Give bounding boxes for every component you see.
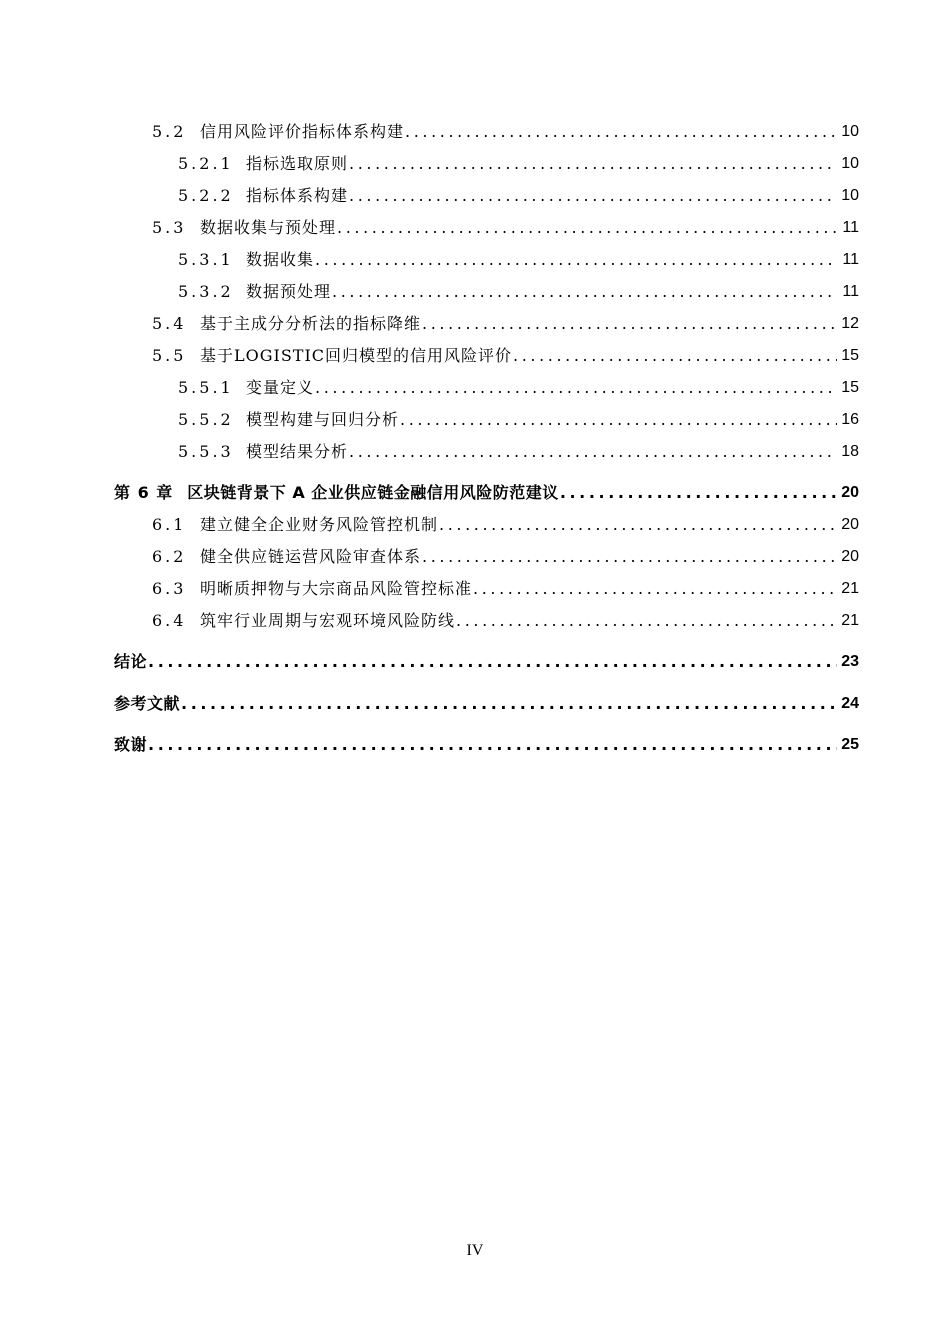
- toc-leader-dots: [422, 549, 837, 565]
- toc-entry-title: 变量定义: [246, 378, 315, 397]
- toc-entry-page: 12: [841, 315, 859, 332]
- toc-entry-page: 11: [842, 283, 859, 300]
- toc-entry-title: 健全供应链运营风险审查体系: [200, 547, 422, 566]
- toc-entry-title: 基于主成分分析法的指标降维: [200, 314, 422, 333]
- toc-entry-number: 5.5: [152, 346, 187, 365]
- toc-entry[interactable]: [178, 276, 859, 308]
- toc-entry-page: 15: [841, 347, 859, 364]
- toc-entry[interactable]: [178, 180, 859, 212]
- toc-leader-dots: [332, 284, 837, 300]
- toc-entry[interactable]: [152, 340, 859, 372]
- toc-entry-page: 11: [842, 251, 859, 268]
- toc-entry-title: 建立健全企业财务风险管控机制: [200, 515, 439, 534]
- toc-entry[interactable]: [152, 573, 859, 605]
- toc-entry-number: 5.2.2: [178, 186, 234, 205]
- toc-entry[interactable]: [178, 436, 859, 468]
- toc-entry-title: 模型结果分析: [246, 442, 349, 461]
- toc-leader-dots: [405, 124, 837, 140]
- toc-leader-dots: [315, 252, 837, 268]
- toc-entry-page: 10: [841, 123, 859, 140]
- toc-entry-page: 25: [841, 736, 859, 753]
- toc-entry-number: 6.2: [152, 547, 187, 566]
- toc-entry-page: 20: [841, 516, 859, 533]
- toc-entry[interactable]: [152, 605, 859, 637]
- toc-entry-title: 数据收集与预处理: [200, 218, 337, 237]
- toc-entry-title: 模型构建与回归分析: [246, 410, 400, 429]
- toc-entry-number: 第 6 章: [114, 483, 174, 502]
- toc-entry[interactable]: [178, 244, 859, 276]
- toc-leader-dots: [181, 696, 837, 712]
- toc-entry-title: 数据预处理: [246, 282, 332, 301]
- toc-entry-page: 15: [841, 379, 859, 396]
- toc-entry-page: 21: [841, 580, 859, 597]
- toc-entry-title: 基于LOGISTIC回归模型的信用风险评价: [200, 346, 513, 365]
- toc-entry-page: 18: [841, 443, 859, 460]
- toc-entry-title: 致谢: [114, 735, 148, 754]
- toc-entry-page: 23: [841, 653, 859, 670]
- toc-entry-page: 10: [841, 155, 859, 172]
- toc-entry-acknowledgements[interactable]: [114, 729, 859, 761]
- toc-entry-title: 指标体系构建: [246, 186, 349, 205]
- toc-entry[interactable]: [152, 541, 859, 573]
- toc-entry[interactable]: [178, 372, 859, 404]
- toc-entry-title: 参考文献: [114, 694, 181, 713]
- toc-entry-number: 5.5.3: [178, 442, 234, 461]
- toc-entry-title: 结论: [114, 652, 148, 671]
- toc-leader-dots: [349, 188, 837, 204]
- toc-leader-dots: [400, 412, 837, 428]
- toc-leader-dots: [439, 517, 837, 533]
- toc-leader-dots: [349, 444, 837, 460]
- toc-entry-title: 筑牢行业周期与宏观环境风险防线: [200, 611, 456, 630]
- toc-entry-number: 5.3.2: [178, 282, 234, 301]
- toc-entry-title: 信用风险评价指标体系构建: [200, 122, 405, 141]
- toc-entry[interactable]: [178, 404, 859, 436]
- toc-entry-page: 11: [842, 219, 859, 236]
- toc-entry-chapter[interactable]: [114, 477, 859, 509]
- toc-leader-dots: [456, 613, 837, 629]
- page-number: IV: [466, 1242, 484, 1259]
- toc-leader-dots: [148, 654, 837, 670]
- toc-entry-number: 5.3: [152, 218, 187, 237]
- toc-entry-number: 5.2.1: [178, 154, 234, 173]
- toc-leader-dots: [349, 156, 837, 172]
- toc-entry-number: 5.5.2: [178, 410, 234, 429]
- toc-entry-number: 6.1: [152, 515, 187, 534]
- toc-entry-number: 5.3.1: [178, 250, 234, 269]
- toc-entry-title: 指标选取原则: [246, 154, 349, 173]
- toc-leader-dots: [315, 380, 837, 396]
- toc-entry-page: 20: [841, 484, 859, 501]
- toc-leader-dots: [473, 581, 837, 597]
- toc-entry-conclusion[interactable]: [114, 646, 859, 678]
- toc-leader-dots: [148, 737, 837, 753]
- toc-entry-page: 10: [841, 187, 859, 204]
- toc-leader-dots: [513, 348, 837, 364]
- toc-entry-number: 5.4: [152, 314, 187, 333]
- toc-leader-dots: [422, 316, 837, 332]
- toc-entry-number: 5.5.1: [178, 378, 234, 397]
- toc-entry-number: 6.3: [152, 579, 187, 598]
- toc-entry[interactable]: [152, 116, 859, 148]
- toc-leader-dots: [560, 485, 837, 501]
- toc-entry-page: 16: [841, 411, 859, 428]
- toc-entry-number: 5.2: [152, 122, 187, 141]
- toc-entry-references[interactable]: [114, 688, 859, 720]
- toc-entry[interactable]: [152, 212, 859, 244]
- toc-entry-title: 数据收集: [246, 250, 315, 269]
- toc-entry-page: 24: [841, 695, 859, 712]
- toc-entry-page: 20: [841, 548, 859, 565]
- toc-entry[interactable]: [152, 509, 859, 541]
- toc-entry-title: 区块链背景下 A 企业供应链金融信用风险防范建议: [187, 483, 559, 502]
- toc-entry-number: 6.4: [152, 611, 187, 630]
- toc-entry-page: 21: [841, 612, 859, 629]
- toc-entry[interactable]: [178, 148, 859, 180]
- toc-leader-dots: [337, 220, 837, 236]
- toc-entry-title: 明晰质押物与大宗商品风险管控标准: [200, 579, 473, 598]
- toc-entry[interactable]: [152, 308, 859, 340]
